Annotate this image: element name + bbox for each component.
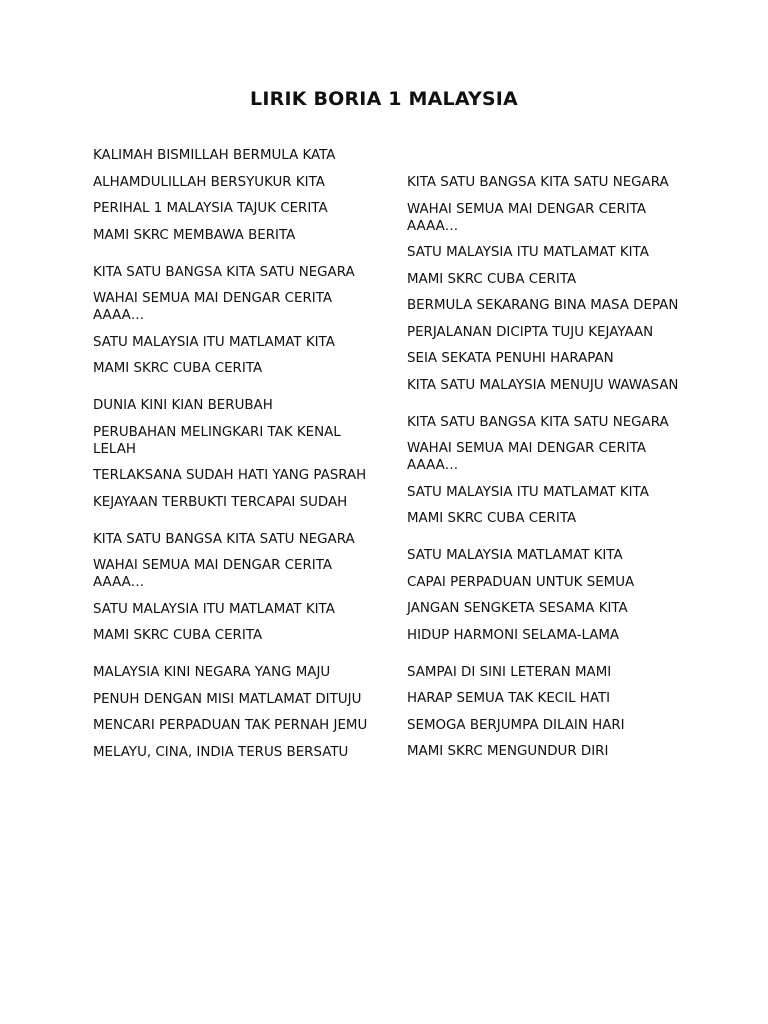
lyric-stanza <box>93 664 368 761</box>
lyric-line: WAHAI SEMUA MAI DENGAR CERITA AAAA… <box>93 291 333 323</box>
lyric-line: KITA SATU MALAYSIA MENUJU WAWASAN <box>407 377 679 393</box>
lyric-line: KITA SATU BANGSA KITA SATU NEGARA <box>407 175 669 190</box>
lyric-line: HARAP SEMUA TAK KECIL HATI <box>407 691 611 706</box>
lyric-line: MELAYU, CINA, INDIA TERUS BERSATU <box>93 744 349 760</box>
lyric-line: SATU MALAYSIA ITU MATLAMAT KITA <box>93 334 335 350</box>
lyric-stanza <box>93 531 368 645</box>
lyric-stanza <box>93 264 368 378</box>
lyrics-right-column <box>407 174 682 780</box>
lyric-line: MAMI SKRC MENGUNDUR DIRI <box>407 744 609 759</box>
lyric-line: SEMOGA BERJUMPA DILAIN HARI <box>407 717 625 733</box>
lyric-line: SATU MALAYSIA MATLAMAT KITA <box>407 548 623 563</box>
lyric-line: KALIMAH BISMILLAH BERMULA KATA <box>93 148 336 163</box>
lyric-line: DUNIA KINI KIAN BERUBAH <box>93 398 273 413</box>
lyric-line: MAMI SKRC CUBA CERITA <box>93 628 263 643</box>
lyric-line: MENCARI PERPADUAN TAK PERNAH JEMU <box>93 718 368 733</box>
lyric-line: WAHAI SEMUA MAI DENGAR CERITA AAAA… <box>407 201 647 234</box>
lyric-stanza <box>407 547 682 644</box>
lyrics-left-column <box>93 147 368 781</box>
lyric-line: KITA SATU BANGSA KITA SATU NEGARA <box>407 414 669 430</box>
lyric-line: TERLAKSANA SUDAH HATI YANG PASRAH <box>93 468 367 483</box>
page-title: LIRIK BORIA 1 MALAYSIA <box>250 88 518 110</box>
lyric-line: BERMULA SEKARANG BINA MASA DEPAN <box>407 298 679 313</box>
lyric-line: WAHAI SEMUA MAI DENGAR CERITA AAAA… <box>407 441 647 473</box>
lyric-line: WAHAI SEMUA MAI DENGAR CERITA AAAA… <box>93 558 333 590</box>
lyric-stanza <box>407 174 682 394</box>
lyric-line: PENUH DENGAN MISI MATLAMAT DITUJU <box>93 691 362 707</box>
lyric-line: MAMI SKRC CUBA CERITA <box>407 511 577 526</box>
lyric-line: SEIA SEKATA PENUHI HARAPAN <box>407 351 614 366</box>
lyric-line: HIDUP HARMONI SELAMA-LAMA <box>407 627 620 643</box>
lyric-line: PERUBAHAN MELINGKARI TAK KENAL LELAH <box>93 424 341 457</box>
lyric-line: ALHAMDULILLAH BERSYUKUR KITA <box>93 174 325 190</box>
lyric-line: MAMI SKRC MEMBAWA BERITA <box>93 227 296 243</box>
lyric-line: KEJAYAAN TERBUKTI TERCAPAI SUDAH <box>93 494 348 510</box>
lyric-line: SATU MALAYSIA ITU MATLAMAT KITA <box>407 245 649 260</box>
lyric-line: SATU MALAYSIA ITU MATLAMAT KITA <box>93 601 335 617</box>
lyric-line: SAMPAI DI SINI LETERAN MAMI <box>407 664 612 680</box>
lyric-line: KITA SATU BANGSA KITA SATU NEGARA <box>93 264 355 280</box>
lyric-stanza <box>93 147 368 244</box>
lyric-line: JANGAN SENGKETA SESAMA KITA <box>407 601 628 616</box>
lyric-line: MALAYSIA KINI NEGARA YANG MAJU <box>93 665 331 680</box>
lyric-line: PERIHAL 1 MALAYSIA TAJUK CERITA <box>93 201 328 216</box>
lyric-line: MAMI SKRC CUBA CERITA <box>407 271 577 287</box>
lyric-line: MAMI SKRC CUBA CERITA <box>93 361 263 376</box>
lyric-line: PERJALANAN DICIPTA TUJU KEJAYAAN <box>407 324 654 340</box>
lyric-line: SATU MALAYSIA ITU MATLAMAT KITA <box>407 484 649 500</box>
lyric-line: CAPAI PERPADUAN UNTUK SEMUA <box>407 574 635 590</box>
lyric-stanza <box>93 397 368 511</box>
lyric-stanza <box>407 664 682 761</box>
lyric-line: KITA SATU BANGSA KITA SATU NEGARA <box>93 531 355 547</box>
lyric-stanza <box>407 414 682 528</box>
